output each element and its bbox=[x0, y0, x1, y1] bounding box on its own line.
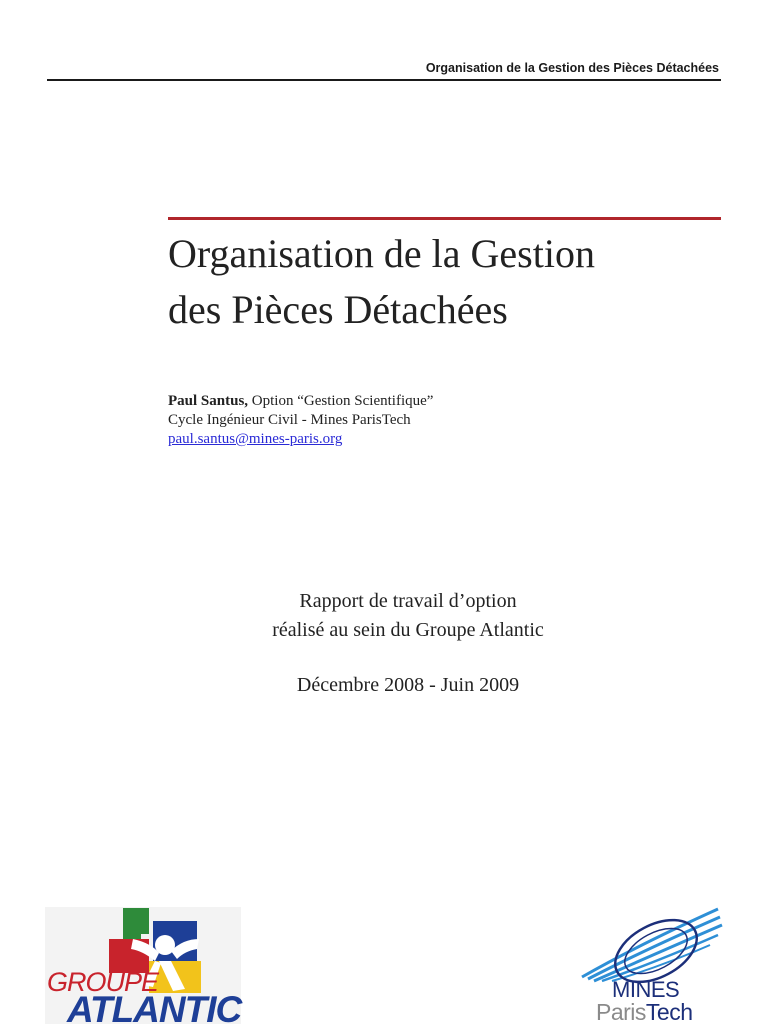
author-line bbox=[168, 392, 433, 411]
author-option: Option “Gestion Scientifique” bbox=[248, 393, 434, 409]
title-rule bbox=[168, 217, 721, 220]
logo-word-tech: Tech bbox=[645, 999, 693, 1024]
report-period: Décembre 2008 - Juin 2009 bbox=[296, 674, 520, 696]
document-title bbox=[168, 226, 728, 338]
author-program: Cycle Ingénieur Civil - Mines ParisTech bbox=[168, 412, 411, 428]
author-block bbox=[168, 392, 433, 449]
logo-word-mines: MINES bbox=[612, 977, 680, 1002]
running-header-title: Organisation de la Gestion des Pièces Détachées bbox=[425, 61, 719, 75]
mines-paristech-logo bbox=[578, 905, 728, 1024]
groupe-atlantic-logo bbox=[45, 907, 245, 1024]
running-header bbox=[47, 55, 721, 81]
report-line-2: réalisé au sein du Groupe Atlantic bbox=[272, 619, 544, 641]
mines-swoosh-icon bbox=[578, 905, 728, 985]
logo-word-atlantic: ATLANTIC bbox=[67, 989, 242, 1024]
title-line-1: Organisation de la Gestion bbox=[168, 231, 595, 276]
logo-word-paristech bbox=[596, 999, 693, 1024]
report-line-1: Rapport de travail d’option bbox=[299, 590, 517, 612]
title-line-2: des Pièces Détachées bbox=[168, 287, 508, 332]
logo-word-groupe: GROUPE bbox=[47, 967, 159, 997]
author-email-link[interactable]: paul.santus@mines-paris.org bbox=[168, 431, 343, 447]
author-name: Paul Santus, bbox=[168, 393, 249, 409]
report-block bbox=[168, 587, 648, 700]
logo-word-paris: Paris bbox=[596, 999, 646, 1024]
